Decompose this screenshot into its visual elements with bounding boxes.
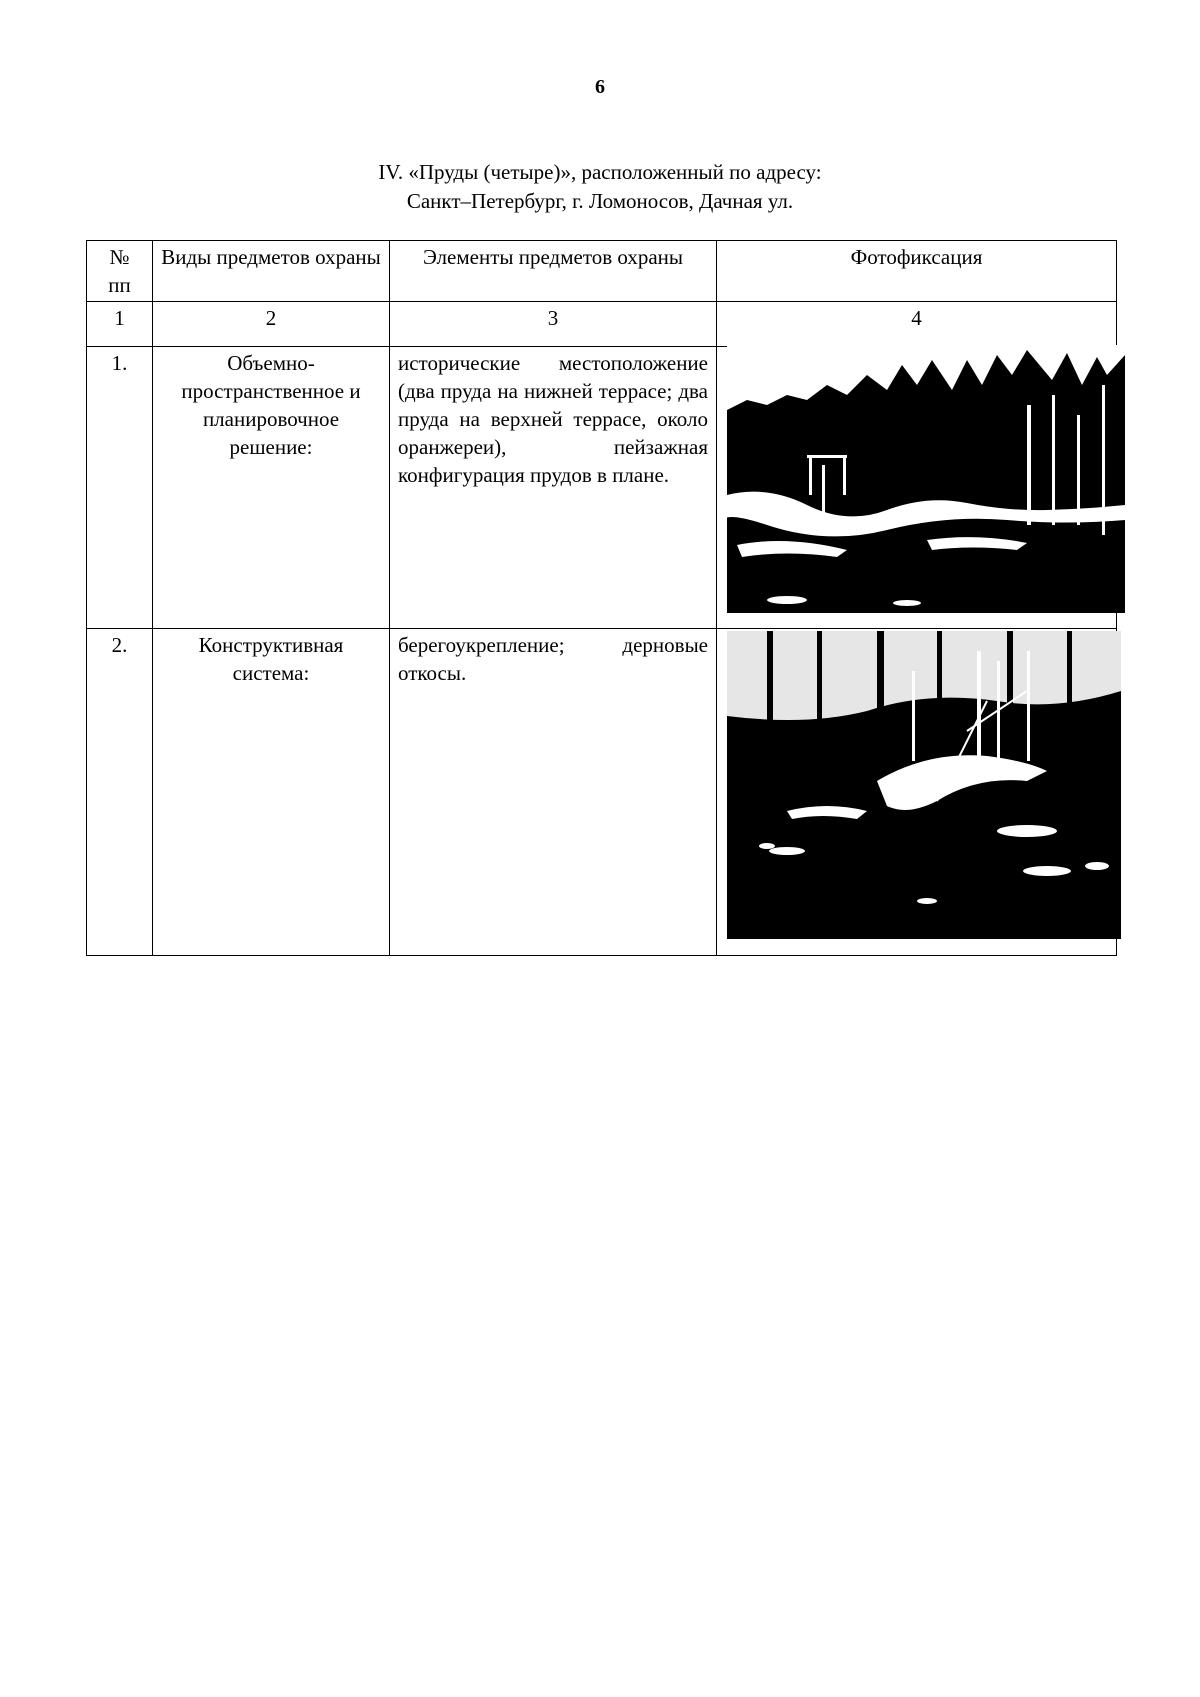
column-number-row [87,302,1117,347]
header-photo: Фотофиксация [717,241,1117,302]
document-heading [0,158,1200,216]
row-photo-cell [717,629,1117,956]
column-number: 3 [390,302,717,347]
row-elements: берегоукрепление; дерновые откосы. [390,629,717,956]
protection-objects-table [86,240,1117,956]
row-photo-cell [717,347,1117,629]
column-number: 4 [717,302,1117,347]
table-row [87,347,1117,629]
header-type: Виды предметов охраны [153,241,390,302]
pond-photo-2 [727,631,1121,939]
header-num-line-2: пп [108,273,131,297]
row-type: Конструктивная система: [153,629,390,956]
heading-line-1: IV. «Пруды (четыре)», расположенный по адресу: [378,160,822,184]
header-elements: Элементы предметов охраны [390,241,717,302]
pond-photo-1 [727,345,1125,613]
header-num [87,241,153,302]
column-number: 1 [87,302,153,347]
row-type: Объемно-пространственное и планировочное решение: [153,347,390,629]
row-number: 1. [87,347,153,629]
row-number: 2. [87,629,153,956]
table-row [87,629,1117,956]
header-num-line-1: № [109,245,130,269]
table-header-row [87,241,1117,302]
page-number: 6 [595,76,605,98]
column-number: 2 [153,302,390,347]
row-elements: исторические местоположение (два пруда на нижней террасе; два пруда на верхней террасе, около оранжереи), пейзажная конфигурация прудов в плане. [390,347,717,629]
heading-line-2: Санкт–Петербург, г. Ломоносов, Дачная ул. [406,189,794,213]
